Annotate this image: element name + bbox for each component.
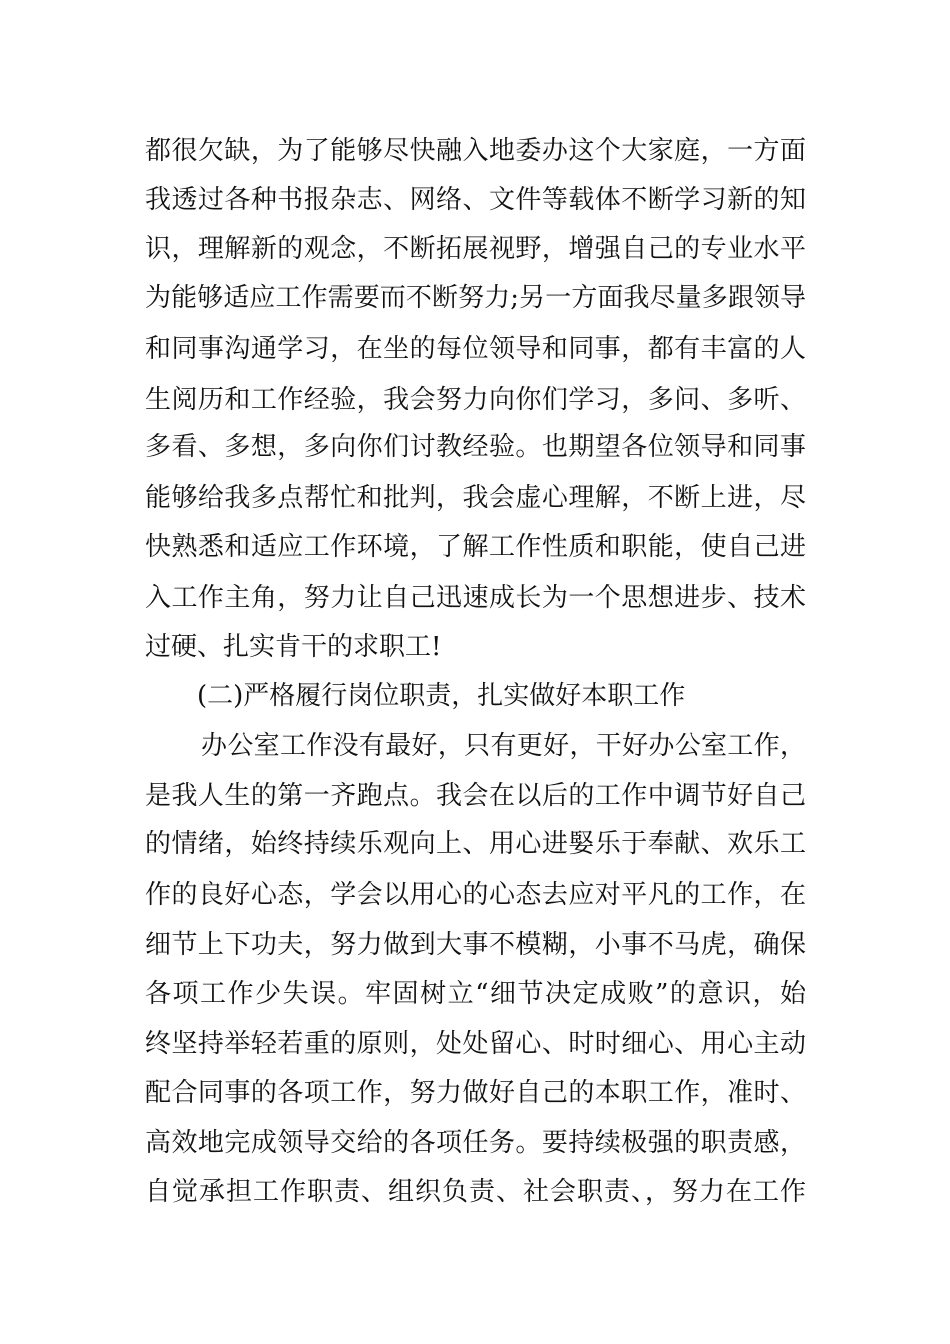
- paragraph-1-last-line: 过硬、扎实肯干的求职工!: [145, 632, 442, 662]
- paragraph-2-line: 高效地完成领导交给的各项任务。要持续极强的职责感，: [145, 1128, 806, 1158]
- paragraph-2-line: 作的良好心态，学会以用心的心态去应对平凡的工作，在: [145, 880, 806, 910]
- section-heading: (二)严格履行岗位职责，扎实做好本职工作: [197, 681, 686, 711]
- paragraph-2-line: 细节上下功夫，努力做到大事不模糊，小事不马虎，确保: [145, 930, 806, 960]
- paragraph-2-line: 是我人生的第一齐跑点。我会在以后的工作中调节好自己: [145, 781, 806, 811]
- paragraph-2-line: 配合同事的各项工作，努力做好自己的本职工作，准时、: [145, 1078, 806, 1108]
- paragraph-2-line: 的情绪，始终持续乐观向上、用心进婜乐于奉献、欢乐工: [145, 829, 806, 859]
- paragraph-2-line: 自觉承担工作职责、组织负责、社会职责、，努力在工作: [145, 1177, 806, 1207]
- paragraph-1-line: 和同事沟通学习，在坐的每位领导和同事，都有丰富的人: [145, 334, 806, 364]
- paragraph-1-line: 为能够适应工作需要而不断努力;另一方面我尽量多跟领导: [145, 283, 806, 313]
- paragraph-1-line: 识，理解新的观念，不断拓展视野，增强自己的专业水平: [145, 234, 806, 264]
- paragraph-1-line: 我透过各种书报杂志、网络、文件等载体不断学习新的知: [145, 185, 806, 215]
- paragraph-1-line: 都很欠缺，为了能够尽快融入地委办这个大家庭，一方面: [145, 136, 806, 166]
- paragraph-1-line: 能够给我多点帮忙和批判，我会虚心理解，不断上进，尽: [145, 483, 806, 513]
- paragraph-1-line: 快熟悉和适应工作环境，了解工作性质和职能，使自己进: [145, 532, 806, 562]
- paragraph-1-line: 入工作主角，努力让自己迅速成长为一个思想进步、技术: [145, 583, 806, 613]
- paragraph-1-line: 多看、多想，多向你们讨教经验。也期望各位领导和同事: [145, 432, 806, 462]
- paragraph-2-line: 终坚持举轻若重的原则，处处留心、时时细心、用心主动: [145, 1029, 806, 1059]
- paragraph-2-line: 各项工作少失误。牢固树立“细节决定成败”的意识，始: [145, 979, 806, 1009]
- paragraph-2-first-line: 办公室工作没有最好，只有更好，干好办公室工作，: [201, 731, 806, 761]
- paragraph-1-line: 生阅历和工作经验，我会努力向你们学习，多问、多听、: [145, 385, 806, 415]
